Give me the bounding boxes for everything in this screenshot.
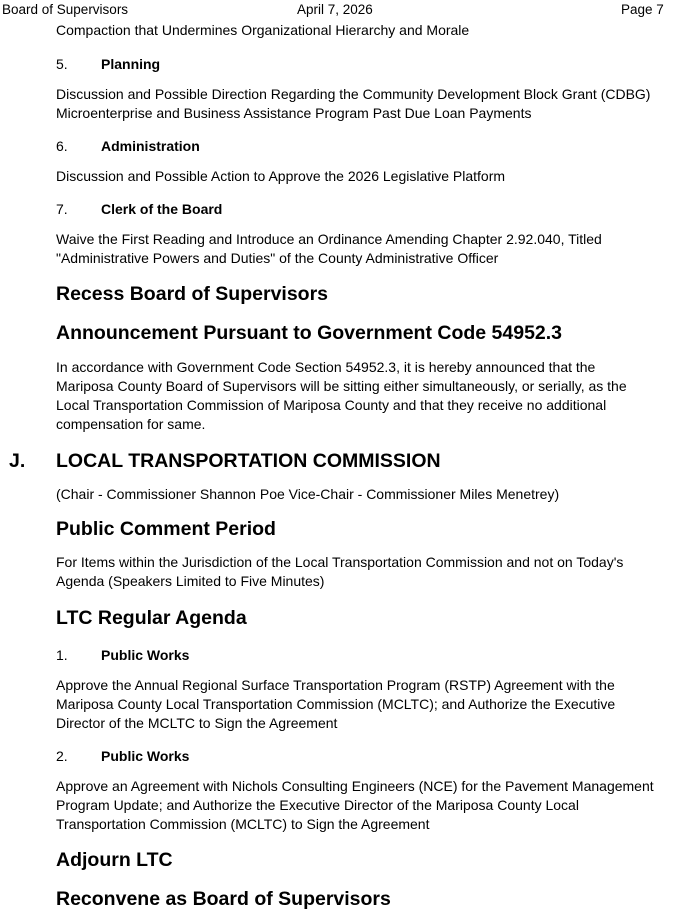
item-title: Public Works (101, 647, 190, 663)
item-number: 5. (56, 56, 68, 72)
description-line: Program Update; and Authorize the Executive Director of the Mariposa County Local (56, 797, 579, 813)
description-line: "Administrative Powers and Duties" of the County Administrative Officer (56, 250, 499, 266)
description-line: Approve the Annual Regional Surface Transportation Program (RSTP) Agreement with the (56, 677, 615, 693)
description-line: Waive the First Reading and Introduce an Ordinance Amending Chapter 2.92.040, Titled (56, 231, 602, 247)
description-line: Discussion and Possible Action to Approve the 2026 Legislative Platform (56, 168, 506, 184)
header-page-number: Page 7 (621, 2, 664, 17)
adjourn-heading: Adjourn LTC (56, 849, 173, 871)
item-number: 2. (56, 748, 68, 764)
public-comment-text (56, 553, 666, 591)
item-description (56, 676, 666, 733)
item-title: Administration (101, 138, 200, 154)
header-board-name: Board of Supervisors (2, 2, 129, 17)
item-description (56, 777, 666, 834)
recess-heading: Recess Board of Supervisors (56, 283, 329, 305)
public-comment-line: Agenda (Speakers Limited to Five Minutes) (56, 573, 325, 589)
ltc-agenda-heading: LTC Regular Agenda (56, 607, 247, 629)
description-line: Discussion and Possible Direction Regarding the Community Development Block Grant (CDBG) (56, 86, 651, 102)
announcement-heading: Announcement Pursuant to Government Code 54952.3 (56, 322, 563, 344)
reconvene-heading: Reconvene as Board of Supervisors (56, 888, 391, 910)
item-description (56, 167, 666, 186)
description-line: Director of the MCLTC to Sign the Agreement (56, 715, 338, 731)
description-line: Approve an Agreement with Nichols Consulting Engineers (NCE) for the Pavement Management (56, 778, 654, 794)
description-line: Transportation Commission (MCLTC) to Sign the Agreement (56, 816, 430, 832)
item-number: 7. (56, 201, 68, 217)
announcement-line: Local Transportation Commission of Mariposa County and that they receive no additional (56, 397, 607, 413)
item-description (56, 85, 666, 123)
item-title: Planning (101, 56, 161, 72)
section-chairs: (Chair - Commissioner Shannon Poe Vice-Chair - Commissioner Miles Menetrey) (56, 486, 560, 502)
description-line: Microenterprise and Business Assistance Program Past Due Loan Payments (56, 105, 532, 121)
item-title: Clerk of the Board (101, 201, 223, 217)
section-title: LOCAL TRANSPORTATION COMMISSION (56, 450, 441, 472)
announcement-line: In accordance with Government Code Section 54952.3, it is hereby announced that the (56, 359, 596, 375)
header-date: April 7, 2026 (297, 2, 373, 17)
announcement-text (56, 358, 666, 434)
item-title: Public Works (101, 748, 190, 764)
announcement-line: Mariposa County Board of Supervisors will be sitting either simultaneously, or serially, as the (56, 378, 627, 394)
announcement-line: compensation for same. (56, 416, 206, 432)
item-description (56, 230, 666, 268)
public-comment-heading: Public Comment Period (56, 518, 276, 540)
description-line: Mariposa County Local Transportation Commission (MCLTC); and Authorize the Executive (56, 696, 616, 712)
section-letter: J. (9, 450, 26, 472)
item-number: 1. (56, 647, 68, 663)
public-comment-line: For Items within the Jurisdiction of the Local Transportation Commission and not on Today's (56, 554, 624, 570)
item-number: 6. (56, 138, 68, 154)
continuation-text: Compaction that Undermines Organizational Hierarchy and Morale (56, 22, 470, 38)
